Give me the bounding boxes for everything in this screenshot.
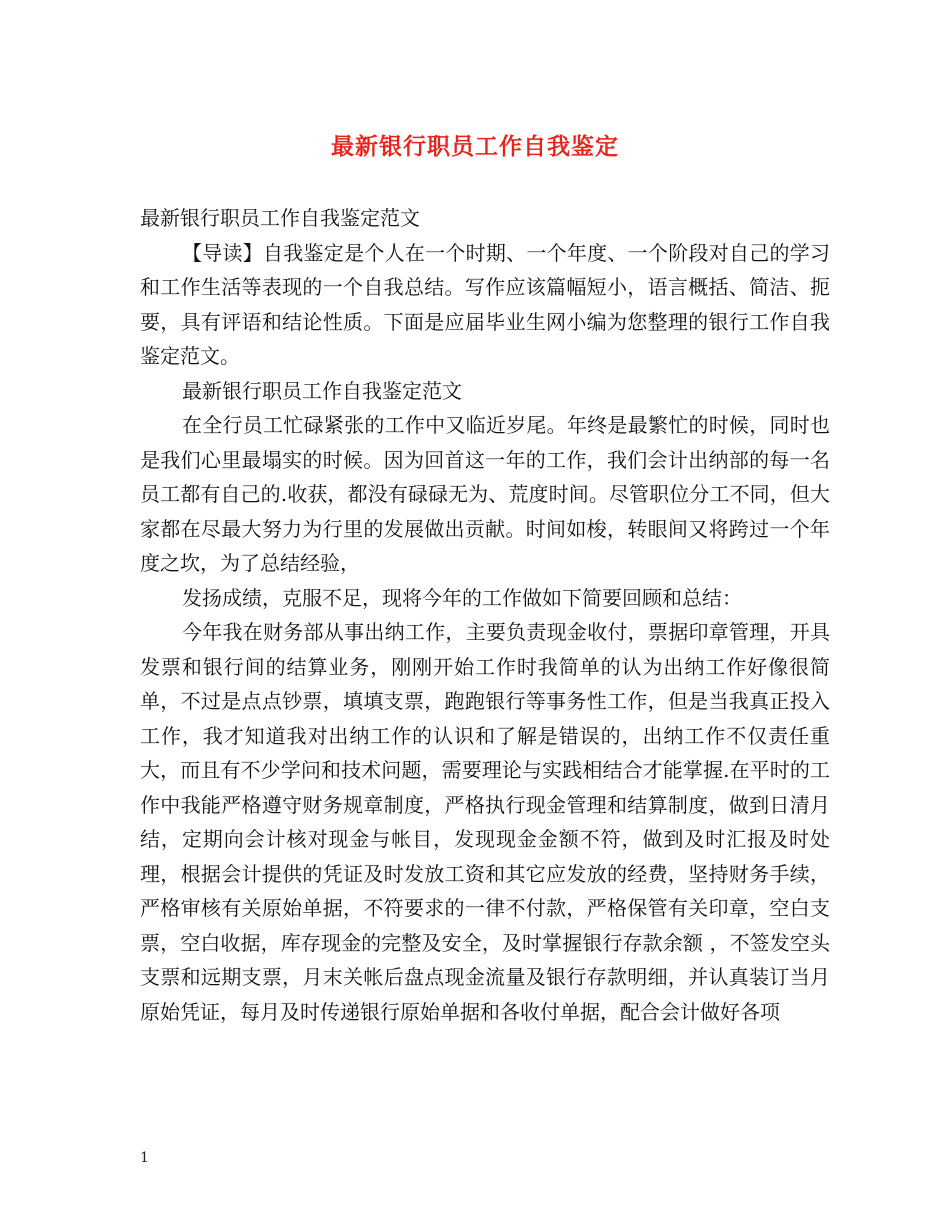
paragraph: 【导读】自我鉴定是个人在一个时期、一个年度、一个阶段对自己的学习和工作生活等表现的一个自我总结。写作应该篇幅短小，语言概括、简洁、扼要，具有评语和结论性质。下面是应届毕业生网小编为您整理的银行工作自我鉴定范文。 xyxy=(140,240,830,368)
paragraph: 在全行员工忙碌紧张的工作中又临近岁尾。年终是最繁忙的时候，同时也是我们心里最塌实的时候。因为回首这一年的工作，我们会计出纳部的每一名员工都有自己的.收获，都没有碌碌无为、荒度时间。尽管职位分工不同，但大家都在尽最大努力为行里的发展做出贡献。时间如梭，转眼间又将跨过一个年度之坎，为了总结经验， xyxy=(140,413,830,575)
page-number: 1 xyxy=(140,1150,149,1166)
paragraph: 发扬成绩，克服不足，现将今年的工作做如下简要回顾和总结： xyxy=(182,585,742,610)
document-body xyxy=(140,201,830,1029)
paragraph: 最新银行职员工作自我鉴定范文 xyxy=(140,206,420,230)
paragraph: 最新银行职员工作自我鉴定范文 xyxy=(182,378,462,403)
document-title: 最新银行职员工作自我鉴定 xyxy=(331,133,619,160)
paragraph: 今年我在财务部从事出纳工作，主要负责现金收付，票据印章管理，开具发票和银行间的结算业务，刚刚开始工作时我简单的认为出纳工作好像很简单，不过是点点钞票，填填支票，跑跑银行等事务性工作，但是当我真正投入工作，我才知道我对出纳工作的认识和了解是错误的，出纳工作不仅责任重大，而且有不少学问和技术问题，需要理论与实践相结合才能掌握.在平时的工作中我能严格遵守财务规章制度，严格执行现金管理和结算制度，做到日清月结，定期向会计核对现金与帐目，发现现金金额不符，做到及时汇报及时处理，根据会计提供的凭证及时发放工资和其它应发放的经费，坚持财务手续，严格审核有关原始单据，不符要求的一律不付款，严格保管有关印章，空白支票，空白收据，库存现金的完整及安全，及时掌握银行存款余额 ，不签发空头支票和远期支票，月末关帐后盘点现金流量及银行存款明细，并认真装订当月原始凭证，每月及时传递银行原始单据和各收付单据，配合会计做好各项 xyxy=(140,620,830,1024)
